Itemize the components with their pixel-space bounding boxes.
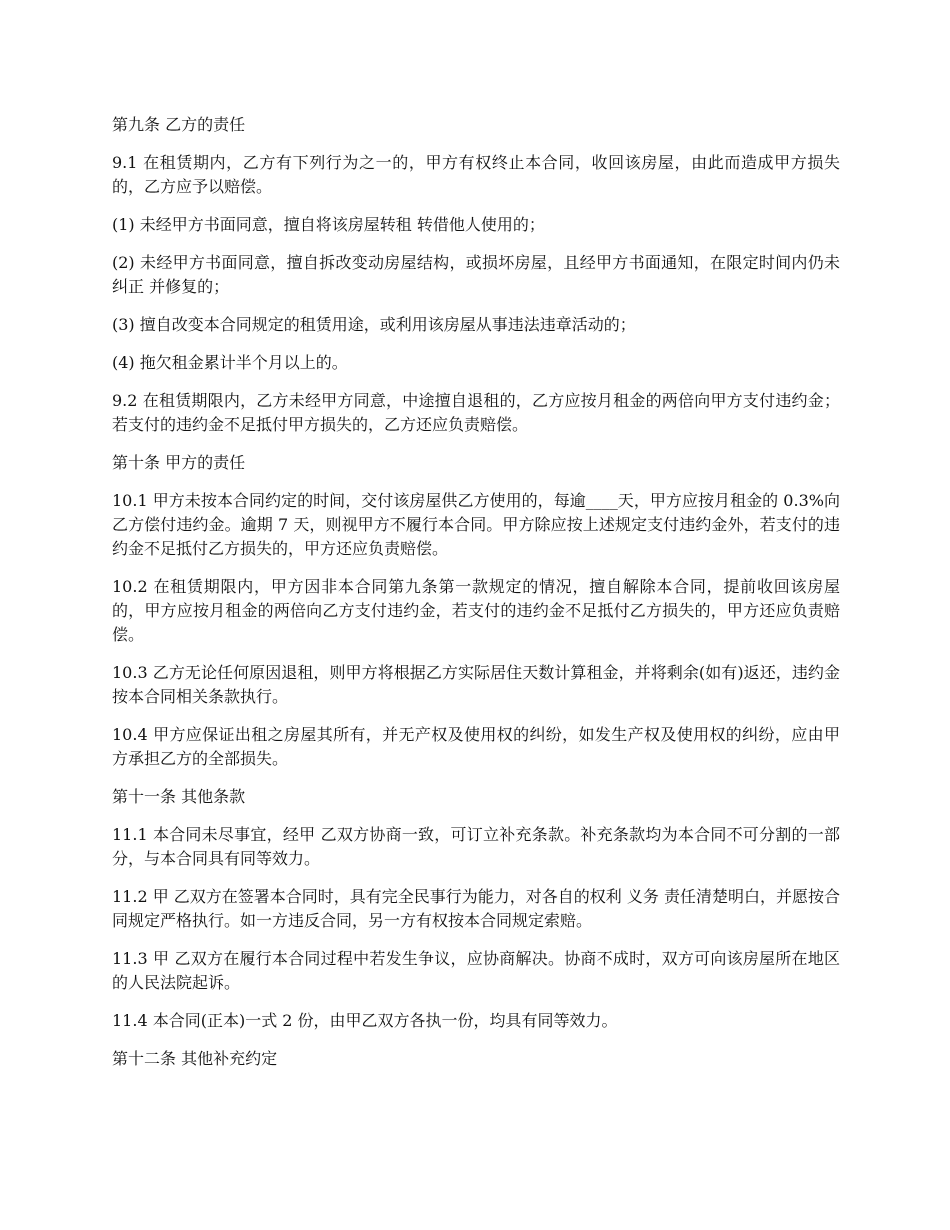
section-heading-10: 第十条 甲方的责任 [112, 453, 246, 472]
clause-9-1-item-2: (2) 未经甲方书面同意，擅自拆改变动房屋结构，或损坏房屋，且经甲方书面通知，在限定时间内仍未纠正 并修复的； [112, 253, 840, 296]
clause-11-1: 11.1 本合同未尽事宜，经甲 乙双方协商一致，可订立补充条款。补充条款均为本合同不可分割的一部分，与本合同具有同等效力。 [112, 825, 840, 868]
clause-9-2: 9.2 在租赁期限内，乙方未经甲方同意，中途擅自退租的，乙方应按月租金的两倍向甲方支付违约金；若支付的违约金不足抵付甲方损失的，乙方还应负责赔偿。 [112, 391, 840, 434]
document-page [112, 113, 840, 1085]
clause-11-3: 11.3 甲 乙双方在履行本合同过程中若发生争议，应协商解决。协商不成时，双方可向该房屋所在地区的人民法院起诉。 [112, 949, 840, 992]
clause-9-1-item-4: (4) 拖欠租金累计半个月以上的。 [112, 353, 348, 372]
clause-11-4: 11.4 本合同(正本)一式 2 份，由甲乙双方各执一份，均具有同等效力。 [112, 1011, 618, 1030]
section-heading-11: 第十一条 其他条款 [112, 787, 246, 806]
clause-9-1-item-3: (3) 擅自改变本合同规定的租赁用途，或利用该房屋从事违法违章活动的； [112, 315, 636, 334]
section-heading-12: 第十二条 其他补充约定 [112, 1049, 278, 1068]
clause-10-1: 10.1 甲方未按本合同约定的时间，交付该房屋供乙方使用的，每逾____天，甲方应按月租金的 0.3%向乙方偿付违约金。逾期 7 天，则视甲方不履行本合同。甲方除应按上述规定支付违约金外，若支付的违约金不足抵付乙方损失的，甲方还应负责赔偿。 [112, 491, 840, 558]
clause-9-1-item-1: (1) 未经甲方书面同意，擅自将该房屋转租 转借他人使用的； [112, 215, 545, 234]
clause-10-3: 10.3 乙方无论任何原因退租，则甲方将根据乙方实际居住天数计算租金，并将剩余(如有)返还，违约金按本合同相关条款执行。 [112, 663, 840, 706]
clause-11-2: 11.2 甲 乙双方在签署本合同时，具有完全民事行为能力，对各自的权利 义务 责任清楚明白，并愿按合同规定严格执行。如一方违反合同，另一方有权按本合同规定索赔。 [112, 887, 840, 930]
clause-10-4: 10.4 甲方应保证出租之房屋其所有，并无产权及使用权的纠纷，如发生产权及使用权的纠纷，应由甲方承担乙方的全部损失。 [112, 725, 840, 768]
clause-10-2: 10.2 在租赁期限内，甲方因非本合同第九条第一款规定的情况，擅自解除本合同，提前收回该房屋的，甲方应按月租金的两倍向乙方支付违约金，若支付的违约金不足抵付乙方损失的，甲方还应负责赔偿。 [112, 577, 840, 644]
clause-9-1: 9.1 在租赁期内，乙方有下列行为之一的，甲方有权终止本合同，收回该房屋，由此而造成甲方损失的，乙方应予以赔偿。 [112, 153, 840, 196]
section-heading-9: 第九条 乙方的责任 [112, 115, 246, 134]
